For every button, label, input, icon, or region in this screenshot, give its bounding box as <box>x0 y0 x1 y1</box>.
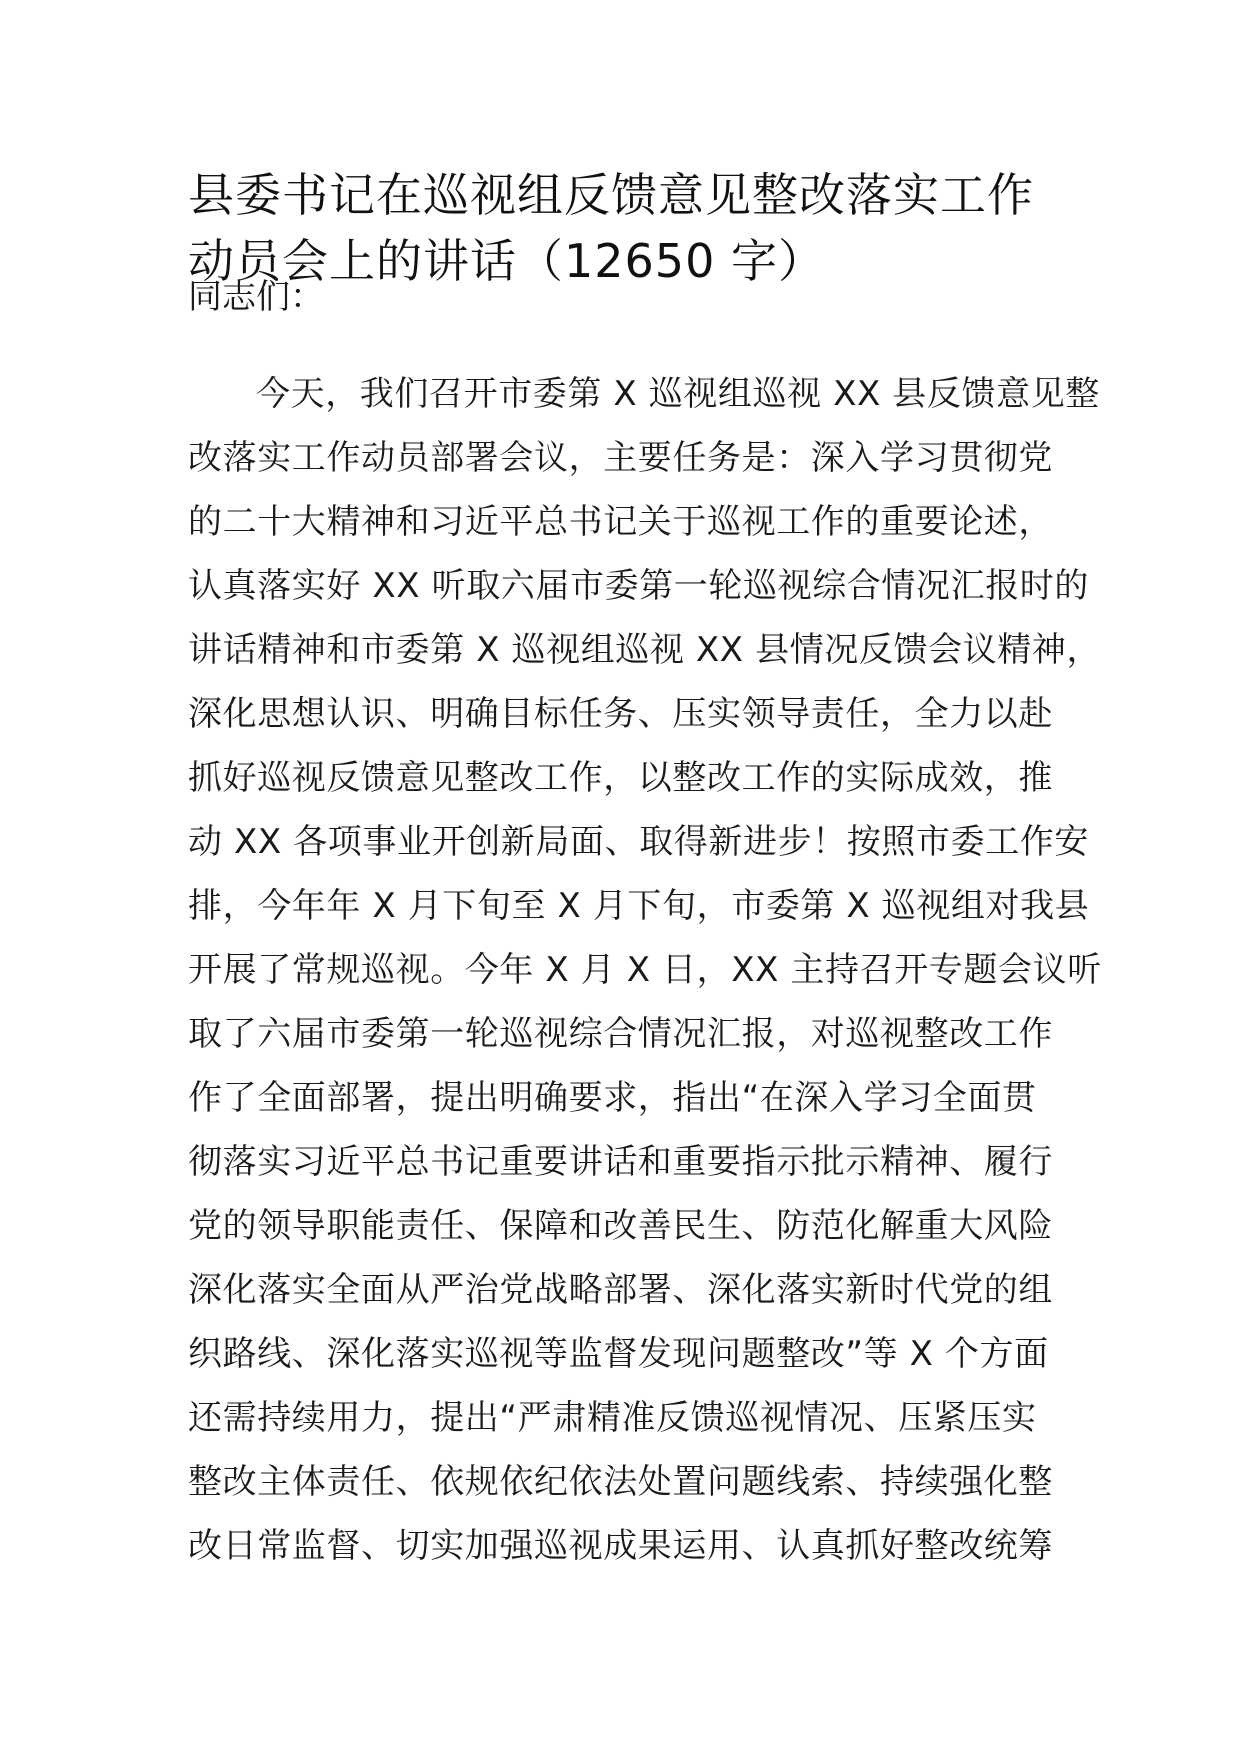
body-line: 抓好巡视反馈意见整改工作，以整改工作的实际成效，推 <box>188 758 1053 798</box>
salutation: 同志们： <box>188 277 324 317</box>
body-line: 动 XX 各项事业开创新局面、取得新进步！按照市委工作安 <box>188 822 1089 862</box>
body-line: 党的领导职能责任、保障和改善民生、防范化解重大风险 <box>188 1206 1053 1246</box>
body-line: 的二十大精神和习近平总书记关于巡视工作的重要论述， <box>188 502 1053 542</box>
body-line: 认真落实好 XX 听取六届市委第一轮巡视综合情况汇报时的 <box>188 566 1089 606</box>
body-line: 还需持续用力，提出“严肃精准反馈巡视情况、压紧压实 <box>188 1398 1037 1438</box>
body-line: 深化落实全面从严治党战略部署、深化落实新时代党的组 <box>188 1270 1053 1310</box>
body-line: 作了全面部署，提出明确要求，指出“在深入学习全面贯 <box>188 1078 1037 1118</box>
body-line: 深化思想认识、明确目标任务、压实领导责任，全力以赴 <box>188 694 1053 734</box>
title-line-2: 动员会上的讲话（12650 字） <box>188 234 825 288</box>
body-line: 排，今年年 X 月下旬至 X 月下旬，市委第 X 巡视组对我县 <box>188 886 1090 926</box>
body-line: 讲话精神和市委第 X 巡视组巡视 XX 县情况反馈会议精神， <box>188 630 1102 670</box>
body-line: 织路线、深化落实巡视等监督发现问题整改”等 X 个方面 <box>188 1334 1049 1374</box>
body-line: 取了六届市委第一轮巡视综合情况汇报，对巡视整改工作 <box>188 1014 1053 1054</box>
body-line: 彻落实习近平总书记重要讲话和重要指示批示精神、履行 <box>188 1142 1053 1182</box>
speech-body <box>188 362 1102 1578</box>
body-line: 改落实工作动员部署会议，主要任务是：深入学习贯彻党 <box>188 438 1053 478</box>
title-line-1: 县委书记在巡视组反馈意见整改落实工作 <box>188 168 1034 222</box>
body-line: 整改主体责任、依规依纪依法处置问题线索、持续强化整 <box>188 1462 1053 1502</box>
body-line: 改日常监督、切实加强巡视成果运用、认真抓好整改统筹 <box>188 1526 1053 1566</box>
body-line: 今天，我们召开市委第 X 巡视组巡视 XX 县反馈意见整 <box>256 374 1100 414</box>
body-line: 开展了常规巡视。今年 X 月 X 日，XX 主持召开专题会议听 <box>188 950 1102 990</box>
